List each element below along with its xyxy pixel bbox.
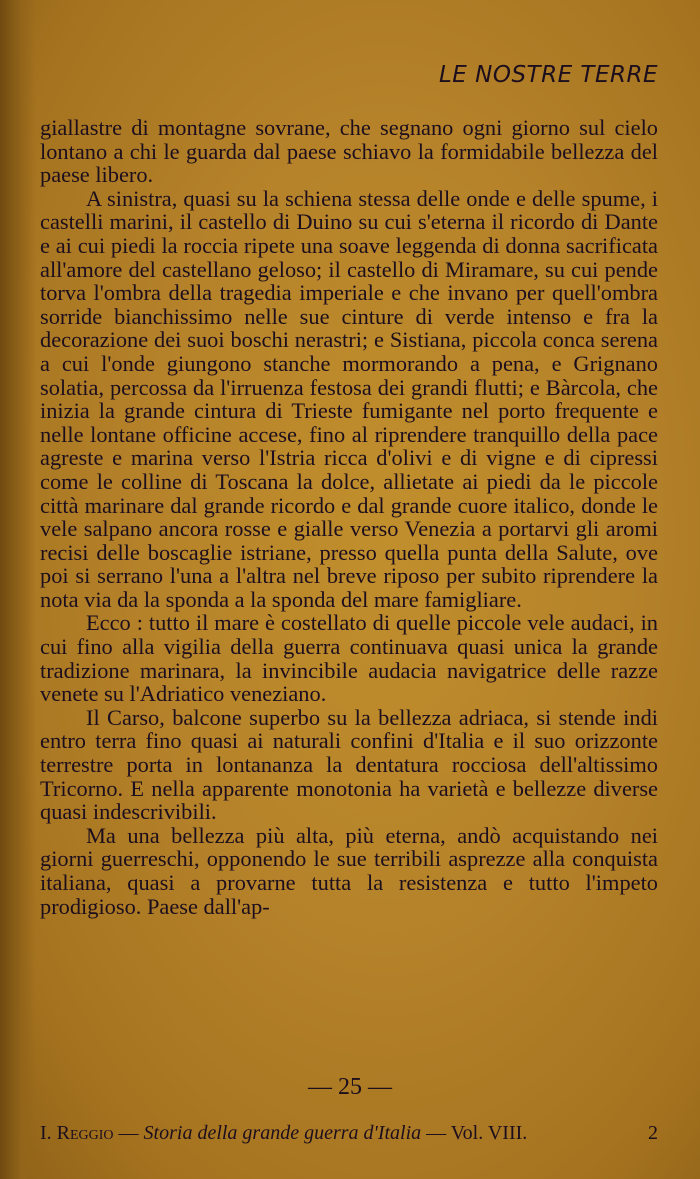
body-text bbox=[40, 116, 658, 918]
paragraph-4: Il Carso, balcone superbo su la bellezza adriaca, si stende indi entro terra fino quasi ai naturali confini d'Italia e il suo orizzonte terrestre porta in lontananza la dentatura rocciosa dell'altissimo Tricorno. E nella apparente monotonia ha varietà e bellezze diverse quasi indescrivibili. bbox=[40, 704, 658, 825]
footer-volume: Vol. VIII. bbox=[450, 1122, 528, 1144]
footer-separator: — bbox=[421, 1122, 451, 1144]
paragraph-1: giallastre di montagne sovrane, che segnano ogni giorno sul cielo lontano a chi le guarda dal paese schiavo la formidabile bellezza del paese libero. bbox=[40, 115, 658, 188]
footer-signature: 2 bbox=[648, 1122, 658, 1144]
footer-separator: — bbox=[113, 1122, 144, 1144]
paragraph-5: Ma una bellezza più alta, più eterna, andò acquistando nei giorni guerreschi, opponendo le sue terribili asprezze alla conquista italiana, quasi a provarne tutta la resistenza e tutto l'impeto prodigioso. Paese dall'ap- bbox=[40, 822, 658, 919]
running-title: LE NOSTRE TERRE bbox=[438, 62, 658, 88]
footer-book-title: Storia della grande guerra d'Italia bbox=[143, 1122, 422, 1144]
paragraph-3: Ecco : tutto il mare è costellato di quelle piccole vele audaci, in cui fino alla vigilia della guerra continuava quasi unica la grande tradizione marinara, la invincibile audacia navigatrice delle razze venete su l'Adriatico veneziano. bbox=[40, 610, 658, 707]
footer-author: I. Reggio bbox=[40, 1122, 114, 1144]
page-number: — 25 — bbox=[308, 1074, 392, 1100]
footer-line bbox=[40, 1122, 658, 1145]
paragraph-2: A sinistra, quasi su la schiena stessa delle onde e delle spume, i castelli marini, il castello di Duino su cui s'eterna il ricordo di Dante e ai cui piedi la roccia ripete una soave leggenda di donna sacrificata all'amore del castellano geloso; il castello di Miramare, su cui pende torva l'ombra della tragedia imperiale e che invano per quell'ombra sorride bianchissimo nelle sue cinture di verde intenso e fra la decorazione dei suoi boschi nerastri; e Sistiana, piccola conca serena a cui l'onde giungono stanche mormorando a pena, e Grignano solatia, percossa da l'irruenza festosa dei grandi flutti; e Bàrcola, che inizia la grande cintura di Trieste fumigante nel porto frequente e nelle lontane officine accese, fino al riprendere tranquillo della pace agreste e marina verso l'Istria ricca d'olivi e di vigne e di cipressi come le colline di Toscana la dolce, allietate ai piedi da le piccole città marinare dal grande ricordo e dal grande cuore italico, donde le vele salpano ancora rosse e gialle verso Venezia a portarvi gli aromi recisi delle boscaglie istriane, presso quella punta della Salute, ove poi si serrano l'una a l'altra nel breve riposo per subito riprendere la nota via da la sponda a la sponda del mare famigliare. bbox=[40, 185, 658, 612]
